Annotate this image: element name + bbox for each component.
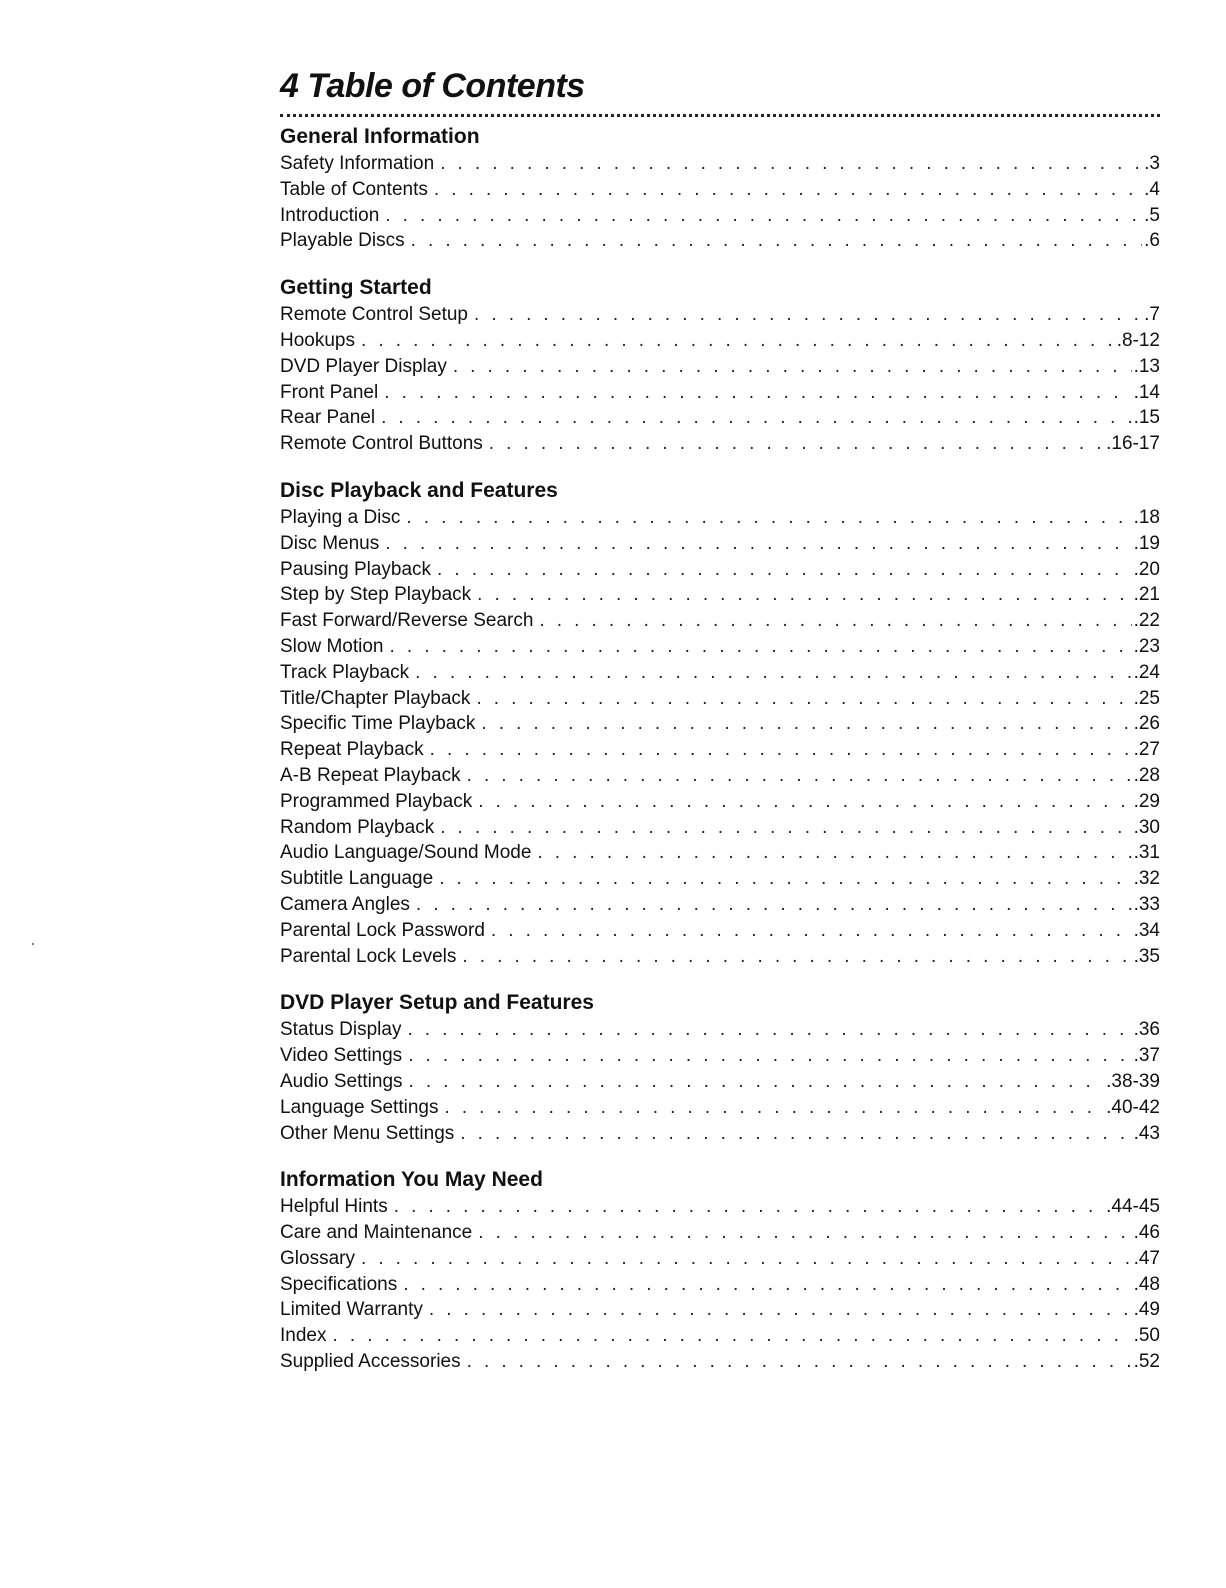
entry-page-number: .24 <box>1133 661 1160 683</box>
section-heading: DVD Player Setup and Features <box>280 991 594 1015</box>
dot-leader <box>385 531 1131 557</box>
entry-label: Specifications <box>280 1273 398 1295</box>
toc-entry[interactable] <box>280 354 1160 380</box>
entry-page-number: .27 <box>1133 739 1160 761</box>
entry-label: Step by Step Playback <box>280 584 472 606</box>
dot-leader <box>474 302 1142 328</box>
entry-page-number: .34 <box>1133 919 1160 941</box>
toc-entry[interactable] <box>280 1095 1160 1121</box>
entry-page-number: .49 <box>1133 1299 1160 1321</box>
entry-page-number: .21 <box>1133 584 1160 606</box>
toc-entry[interactable] <box>280 1349 1160 1375</box>
dot-leader <box>489 431 1104 457</box>
toc-entry[interactable] <box>280 892 1160 918</box>
section-entries <box>280 1194 1160 1375</box>
entry-label: DVD Player Display <box>280 355 447 377</box>
dot-leader <box>481 711 1131 737</box>
entry-label: Glossary <box>280 1247 355 1269</box>
section-entries <box>280 505 1160 969</box>
dot-leader <box>539 608 1131 634</box>
entry-page-number: .35 <box>1133 945 1160 967</box>
dot-leader <box>409 1069 1105 1095</box>
toc-entry[interactable] <box>280 789 1160 815</box>
dot-leader <box>453 354 1132 380</box>
entry-page-number: .50 <box>1133 1325 1160 1347</box>
toc-entry[interactable] <box>280 815 1160 841</box>
entry-page-number: .48 <box>1133 1273 1160 1295</box>
dot-leader <box>416 892 1132 918</box>
dot-leader <box>332 1323 1131 1349</box>
entry-page-number: .3 <box>1144 153 1160 174</box>
entry-page-number: .30 <box>1133 816 1160 838</box>
entry-page-number: .18 <box>1133 506 1160 528</box>
entry-page-number: .33 <box>1133 893 1160 915</box>
entry-page-number: .5 <box>1144 204 1160 226</box>
entry-page-number: .46 <box>1133 1222 1160 1244</box>
entry-label: Supplied Accessories <box>280 1351 461 1373</box>
toc-body <box>280 123 1160 1375</box>
entry-label: Subtitle Language <box>280 868 434 890</box>
section-heading: Information You May Need <box>280 1168 543 1192</box>
toc-section-disc-playback-and-features <box>280 477 1160 969</box>
entry-page-number: .43 <box>1133 1122 1160 1144</box>
dot-leader <box>408 1043 1131 1069</box>
toc-entry[interactable] <box>280 608 1160 634</box>
dot-leader <box>476 686 1131 712</box>
entry-page-number: .16-17 <box>1106 433 1160 455</box>
entry-page-number: .47 <box>1133 1247 1160 1269</box>
toc-entry[interactable] <box>280 763 1160 789</box>
dot-leader <box>434 177 1142 203</box>
dot-leader <box>411 228 1143 254</box>
entry-page-number: .23 <box>1133 635 1160 657</box>
entry-label: Safety Information <box>280 153 435 174</box>
table-of-contents-page <box>280 66 1160 1395</box>
dot-leader <box>384 380 1131 406</box>
toc-section-getting-started <box>280 274 1160 457</box>
entry-label: Care and Maintenance <box>280 1222 473 1244</box>
toc-entry[interactable] <box>280 918 1160 944</box>
dot-leader <box>394 1194 1104 1220</box>
entry-label: Video Settings <box>280 1045 403 1067</box>
toc-section-information-you-may-need <box>280 1166 1160 1375</box>
toc-entry[interactable] <box>280 531 1160 557</box>
dot-leader <box>385 203 1142 229</box>
entry-label: Audio Language/Sound Mode <box>280 842 532 864</box>
entry-label: Remote Control Buttons <box>280 433 483 455</box>
toc-entry[interactable] <box>280 1043 1160 1069</box>
dot-leader <box>477 582 1131 608</box>
entry-label: Audio Settings <box>280 1070 403 1092</box>
toc-entry[interactable] <box>280 866 1160 892</box>
toc-section-general-information <box>280 123 1160 254</box>
entry-label: Disc Menus <box>280 532 380 554</box>
entry-label: Front Panel <box>280 381 379 403</box>
dot-leader <box>430 737 1132 763</box>
section-entries <box>280 151 1160 254</box>
entry-label: Playing a Disc <box>280 506 401 528</box>
toc-entry[interactable] <box>280 1220 1160 1246</box>
entry-label: Table of Contents <box>280 178 428 200</box>
entry-label: Limited Warranty <box>280 1299 423 1321</box>
section-heading: General Information <box>280 125 480 148</box>
entry-page-number: .6 <box>1144 230 1160 252</box>
entry-page-number: .25 <box>1133 687 1160 709</box>
section-heading: Getting Started <box>280 276 432 300</box>
dot-leader <box>361 1246 1132 1272</box>
entry-page-number: .8-12 <box>1116 329 1160 351</box>
section-entries <box>280 1017 1160 1146</box>
entry-label: Pausing Playback <box>280 558 432 580</box>
toc-entry[interactable] <box>280 1121 1160 1147</box>
dot-leader <box>437 557 1132 583</box>
entry-label: Other Menu Settings <box>280 1122 455 1144</box>
toc-entry[interactable] <box>280 660 1160 686</box>
entry-page-number: .29 <box>1133 790 1160 812</box>
toc-entry[interactable] <box>280 431 1160 457</box>
section-entries <box>280 302 1160 457</box>
entry-page-number: .4 <box>1144 178 1160 200</box>
toc-entry[interactable] <box>280 1194 1160 1220</box>
entry-label: Rear Panel <box>280 407 376 429</box>
toc-entry[interactable] <box>280 302 1160 328</box>
title-dotted-rule <box>280 114 1160 117</box>
entry-label: Camera Angles <box>280 893 410 915</box>
entry-label: Parental Lock Levels <box>280 945 457 967</box>
dot-leader <box>429 1297 1132 1323</box>
entry-label: Track Playback <box>280 661 410 683</box>
entry-page-number: .14 <box>1133 381 1160 403</box>
toc-entry[interactable] <box>280 582 1160 608</box>
page-title: 4 Table of Contents <box>280 67 585 105</box>
entry-label: Specific Time Playback <box>280 713 476 735</box>
dot-leader <box>467 1349 1132 1375</box>
toc-entry[interactable] <box>280 686 1160 712</box>
entry-label: Repeat Playback <box>280 739 424 761</box>
dot-leader <box>537 840 1131 866</box>
entry-page-number: .20 <box>1133 558 1160 580</box>
toc-entry[interactable] <box>280 203 1160 229</box>
entry-label: Introduction <box>280 204 380 226</box>
toc-entry[interactable] <box>280 737 1160 763</box>
toc-entry[interactable] <box>280 944 1160 970</box>
dot-leader <box>415 660 1131 686</box>
toc-entry[interactable] <box>280 1323 1160 1349</box>
entry-label: Language Settings <box>280 1096 439 1118</box>
entry-label: Title/Chapter Playback <box>280 687 471 709</box>
dot-leader <box>491 918 1132 944</box>
entry-label: Random Playback <box>280 816 435 838</box>
toc-entry[interactable] <box>280 505 1160 531</box>
dot-leader <box>361 328 1115 354</box>
entry-label: Index <box>280 1325 327 1347</box>
dot-leader <box>381 405 1132 431</box>
entry-label: Hookups <box>280 329 355 351</box>
toc-section-dvd-player-setup-and-features <box>280 989 1160 1146</box>
toc-entry[interactable] <box>280 380 1160 406</box>
dot-leader <box>478 789 1131 815</box>
toc-entry[interactable] <box>280 1017 1160 1043</box>
dot-leader <box>478 1220 1131 1246</box>
dot-leader <box>407 1017 1131 1043</box>
toc-entry[interactable] <box>280 405 1160 431</box>
dot-leader <box>462 944 1131 970</box>
entry-page-number: .13 <box>1133 355 1160 377</box>
entry-page-number: .19 <box>1133 532 1160 554</box>
toc-entry[interactable] <box>280 328 1160 354</box>
entry-page-number: .31 <box>1133 842 1160 864</box>
section-heading: Disc Playback and Features <box>280 478 558 502</box>
entry-label: Programmed Playback <box>280 790 473 812</box>
entry-page-number: .37 <box>1133 1045 1160 1067</box>
dot-leader <box>439 866 1131 892</box>
dot-leader <box>406 505 1131 531</box>
toc-entry[interactable] <box>280 151 1160 177</box>
entry-page-number: .7 <box>1144 304 1160 326</box>
toc-entry[interactable] <box>280 840 1160 866</box>
entry-label: Playable Discs <box>280 230 405 252</box>
dot-leader <box>460 1121 1131 1147</box>
entry-label: Helpful Hints <box>280 1196 388 1218</box>
stray-scan-mark <box>32 943 34 945</box>
dot-leader <box>440 815 1131 841</box>
toc-entry[interactable] <box>280 177 1160 203</box>
entry-label: Slow Motion <box>280 635 384 657</box>
toc-entry[interactable] <box>280 557 1160 583</box>
entry-label: Parental Lock Password <box>280 919 485 941</box>
toc-entry[interactable] <box>280 1069 1160 1095</box>
entry-page-number: .22 <box>1133 610 1160 632</box>
entry-page-number: .32 <box>1133 868 1160 890</box>
entry-label: Fast Forward/Reverse Search <box>280 610 534 632</box>
entry-label: Remote Control Setup <box>280 304 468 326</box>
toc-entry[interactable] <box>280 634 1160 660</box>
toc-entry[interactable] <box>280 1246 1160 1272</box>
entry-page-number: .44-45 <box>1106 1196 1160 1218</box>
entry-page-number: .40-42 <box>1106 1096 1160 1118</box>
entry-page-number: .52 <box>1133 1351 1160 1373</box>
dot-leader <box>467 763 1132 789</box>
entry-label: Status Display <box>280 1019 402 1041</box>
entry-page-number: .26 <box>1133 713 1160 735</box>
toc-entry[interactable] <box>280 1297 1160 1323</box>
entry-label: A-B Repeat Playback <box>280 764 461 786</box>
dot-leader <box>403 1272 1131 1298</box>
entry-page-number: .38-39 <box>1106 1070 1160 1092</box>
entry-page-number: .36 <box>1133 1019 1160 1041</box>
dot-leader <box>440 151 1142 177</box>
entry-page-number: .28 <box>1133 764 1160 786</box>
toc-entry[interactable] <box>280 1272 1160 1298</box>
toc-entry[interactable] <box>280 711 1160 737</box>
dot-leader <box>390 634 1132 660</box>
dot-leader <box>444 1095 1104 1121</box>
toc-entry[interactable] <box>280 228 1160 254</box>
entry-page-number: .15 <box>1133 407 1160 429</box>
